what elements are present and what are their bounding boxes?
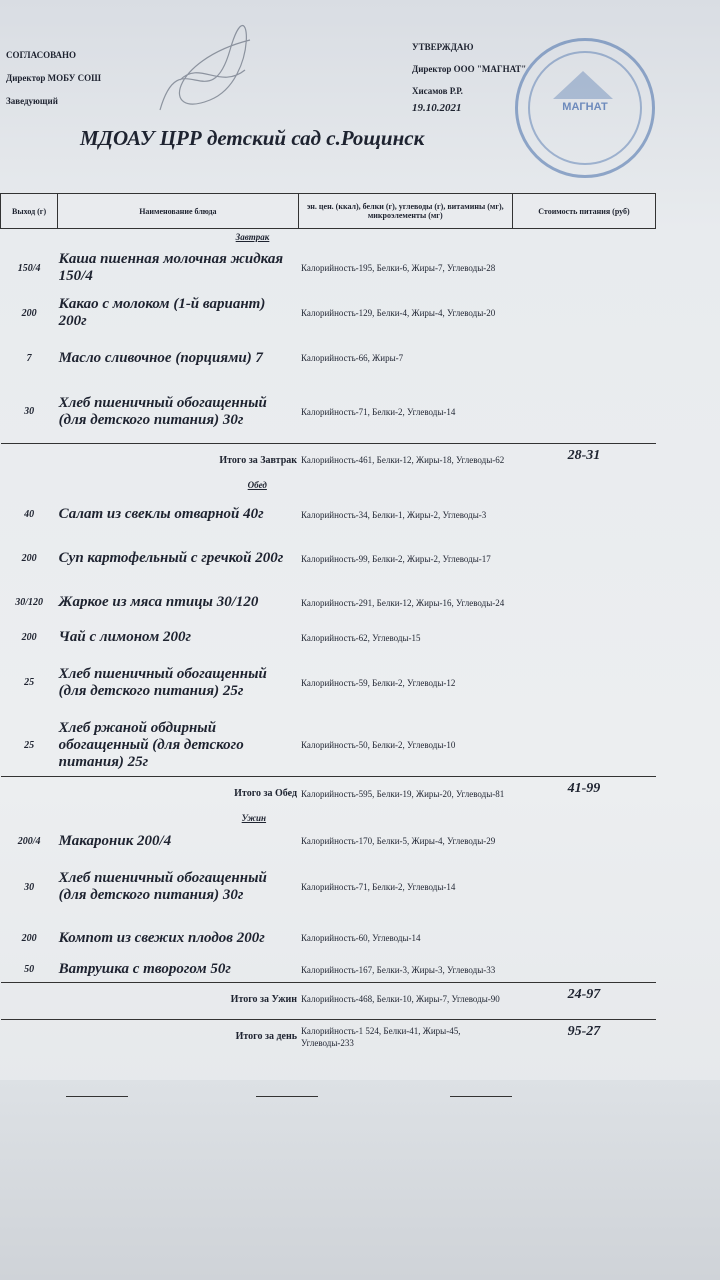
item-output: 7: [26, 352, 32, 364]
menu-table: [0, 193, 656, 1053]
section-total-row: [1, 982, 656, 1016]
item-name: Хлеб пшеничный обогащенный (для детского питания) 30г: [58, 870, 267, 903]
company-director-label: Директор ООО "МАГНАТ": [412, 64, 527, 74]
company-stamp: [515, 38, 655, 178]
item-name: Хлеб ржаной обдирный обогащенный (для детского питания) 25г: [58, 719, 244, 770]
item-output: 200: [21, 632, 37, 643]
item-output: 30: [24, 881, 35, 893]
item-output: 200: [21, 932, 37, 944]
total-cost: 24-97: [512, 982, 655, 1016]
agreed-label: СОГЛАСОВАНО: [6, 50, 77, 60]
table-row: [1, 625, 656, 651]
total-cost: 41-99: [512, 777, 655, 811]
signature-scribble: [150, 20, 270, 140]
item-name: Хлеб пшеничный обогащенный (для детского питания) 25г: [58, 665, 267, 699]
item-nutrition: Калорийность-99, Белки-2, Жиры-2, Углеводы-17: [301, 553, 491, 564]
approval-block-right: [412, 36, 526, 114]
item-name: Компот из свежих плодов 200г: [58, 929, 265, 946]
table-row: [1, 958, 656, 982]
section-row: [1, 229, 656, 246]
col-dish-name: Наименование блюда: [58, 194, 298, 229]
item-nutrition: Калорийность-59, Белки-2, Углеводы-12: [301, 677, 456, 688]
item-name: Салат из свеклы отварной 40г: [58, 506, 264, 522]
table-row: [1, 826, 656, 856]
item-output: 200: [21, 553, 37, 564]
item-name: Какао с молоком (1-й вариант) 200г: [58, 296, 266, 329]
stamp-label: МАГНАТ: [562, 101, 608, 113]
table-row: [1, 335, 656, 381]
head-label: Заведующий: [6, 96, 58, 106]
item-name: Ватрушка с творогом 50г: [58, 961, 231, 978]
item-nutrition: Калорийность-291, Белки-12, Жиры-16, Углеводы-24: [301, 597, 505, 608]
item-nutrition: Калорийность-167, Белки-3, Жиры-3, Углеводы-33: [301, 964, 496, 975]
item-nutrition: Калорийность-170, Белки-5, Жиры-4, Углеводы-29: [301, 836, 496, 846]
item-nutrition: Калорийность-60, Углеводы-14: [301, 933, 421, 943]
total-nutrition: Калорийность-468, Белки-10, Жиры-7, Углеводы-90: [298, 982, 512, 1016]
item-nutrition: Калорийность-129, Белки-4, Жиры-4, Углеводы-20: [301, 308, 496, 318]
item-nutrition: Калорийность-195, Белки-6, Жиры-7, Углеводы-28: [301, 263, 496, 273]
section-total-row: [1, 777, 656, 811]
table-row: [1, 381, 656, 443]
school-director-label: Директор МОБУ СОШ: [6, 73, 101, 83]
item-name: Хлеб пшеничный обогащенный (для детского питания) 30г: [58, 394, 267, 428]
section-title: Ужин: [241, 813, 267, 823]
signature-line: [66, 1096, 128, 1097]
item-output: 150/4: [17, 262, 41, 274]
item-name: Суп картофельный с гречкой 200г: [58, 550, 284, 566]
document-title: МДОАУ ЦРР детский сад с.Рощинск: [80, 126, 425, 150]
item-nutrition: Калорийность-50, Белки-2, Углеводы-10: [301, 740, 456, 751]
approval-block-left: [6, 44, 101, 113]
col-cost: Стоимость питания (руб): [512, 194, 655, 229]
section-title: Завтрак: [235, 232, 270, 242]
table-row: [1, 856, 656, 918]
item-output: 30/120: [15, 597, 43, 608]
section-title: Обед: [247, 479, 267, 490]
day-total-row: [1, 1020, 656, 1054]
col-output: Выход (г): [1, 194, 58, 229]
item-output: 25: [24, 677, 35, 688]
item-nutrition: Калорийность-71, Белки-2, Углеводы-14: [301, 882, 456, 892]
item-output: 25: [24, 739, 35, 751]
item-name: Жаркое из мяса птицы 30/120: [58, 594, 259, 610]
item-output: 30: [24, 406, 35, 418]
table-row: [1, 581, 656, 625]
item-output: 200/4: [17, 835, 41, 847]
approval-date: 19.10.2021: [412, 102, 462, 114]
item-name: Чай с лимоном 200г: [58, 629, 192, 645]
col-nutrition: эн. цен. (ккал), белки (г), углеводы (г), витамины (мг), микроэлементы (мг): [298, 194, 512, 229]
day-total-label: Итого за день: [58, 1020, 298, 1054]
signature-line: [256, 1096, 318, 1097]
table-row: [1, 291, 656, 335]
item-nutrition: Калорийность-62, Углеводы-15: [301, 632, 421, 643]
item-output: 200: [21, 307, 37, 319]
item-output: 50: [24, 964, 35, 976]
section-row: [1, 810, 656, 826]
table-row: [1, 493, 656, 537]
table-header-row: [1, 194, 656, 229]
item-nutrition: Калорийность-34, Белки-1, Жиры-2, Углеводы-3: [301, 509, 487, 520]
item-nutrition: Калорийность-66, Жиры-7: [301, 353, 404, 363]
item-output: 40: [24, 509, 35, 520]
approve-label: УТВЕРЖДАЮ: [412, 42, 474, 52]
total-label: Итого за Завтрак: [58, 443, 298, 477]
director-name: Хисамов Р.Р.: [412, 86, 463, 96]
table-row: [1, 715, 656, 777]
total-nutrition: Калорийность-595, Белки-19, Жиры-20, Углеводы-81: [298, 777, 512, 811]
table-row: [1, 651, 656, 715]
item-name: Макароник 200/4: [58, 832, 172, 849]
total-cost: 28-31: [512, 443, 655, 477]
day-total-cost: 95-27: [512, 1020, 655, 1054]
desk-surface: [0, 1080, 720, 1280]
table-row: [1, 245, 656, 291]
table-row: [1, 537, 656, 581]
item-name: Масло сливочное (порциями) 7: [58, 349, 263, 366]
day-total-nutrition: Калорийность-1 524, Белки-41, Жиры-45, Углеводы-233: [298, 1020, 512, 1054]
item-nutrition: Калорийность-71, Белки-2, Углеводы-14: [301, 406, 456, 417]
section-total-row: [1, 443, 656, 477]
item-name: Каша пшенная молочная жидкая 150/4: [58, 251, 284, 284]
signature-line: [450, 1096, 512, 1097]
mountain-icon: [553, 71, 613, 99]
total-nutrition: Калорийность-461, Белки-12, Жиры-18, Углеводы-62: [298, 443, 512, 477]
total-label: Итого за Ужин: [58, 982, 298, 1016]
table-row: [1, 918, 656, 958]
total-label: Итого за Обед: [58, 777, 298, 811]
section-row: [1, 477, 656, 493]
